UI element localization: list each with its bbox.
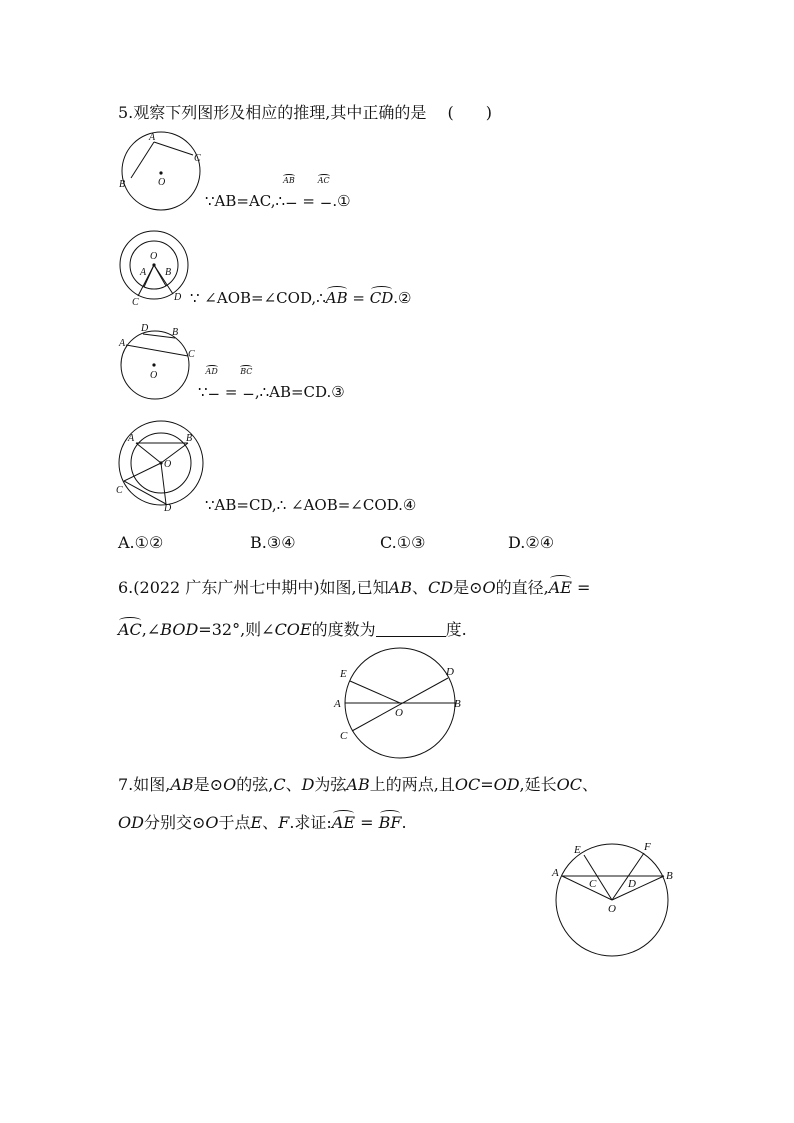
r1-arc-ac: AC [317,176,330,185]
fig3-label-a: A [119,338,126,349]
r1-pre: ∵AB=AC,∴ [205,192,286,210]
r3-frac-1: AD − [205,367,221,403]
q7-d: D [301,775,315,794]
q7-label-c: C [589,878,597,890]
q6-label-o: O [395,707,403,719]
q6-l1a: 6.(2022 广东广州七中期中)如图,已知 [118,578,389,597]
q6-bod: BOD [160,620,199,639]
q7-label-f: F [644,841,651,853]
q5-answer-paren: ( ) [447,103,492,122]
q6-label-a: A [334,698,341,710]
r3-end: ,∴AB=CD.③ [254,383,345,401]
q7-l2f: . [401,813,407,832]
q5-reason-1: ∵AB=AC,∴ AB − = AC −.① [205,176,351,212]
q6-cd: CD [427,578,454,597]
q5-reason-3: ∵ AD − = BC −,∴AB=CD.③ [198,367,345,403]
r2-end: .② [393,289,412,307]
q7-arc-ae: AE [331,813,356,832]
q7-od: OD [493,775,520,794]
q6-label-c: C [340,730,348,742]
q6-ab: AB [388,578,412,597]
r2-arc-ab: AB [325,289,348,307]
q7-o2: O [205,813,219,832]
q7-figure [548,838,683,958]
q6-coe: COE [274,620,312,639]
r1-arc-ab: AB [283,176,295,185]
q7-f: F [278,813,290,832]
q7-l1c: 的弦, [236,775,274,794]
q5-reason-4 [205,496,416,514]
q5-figure-1 [118,128,218,213]
q7-l1f: 上的两点,且 [369,775,455,794]
q7-ab2: AB [346,775,370,794]
q6-line-2 [118,617,467,640]
fig2-label-a: A [140,267,147,278]
q7-l2e: = [355,813,379,832]
q7-c: C [273,775,286,794]
option-d: D.②④ [508,533,555,552]
q6-l2b: =32°,则∠ [198,620,275,639]
fig1-label-o: O [158,177,166,188]
q7-l2c: 、 [262,813,279,832]
fig4-label-b: B [186,433,193,444]
fig3-label-d: D [141,323,149,334]
q5-figure-3 [118,320,203,405]
q6-line-1 [118,575,590,598]
q6-label-e: E [340,668,347,680]
fig1-label-c: C [194,153,201,164]
q7-e: E [250,813,263,832]
option-b: B.③④ [250,533,296,552]
r3-pre: ∵ [198,383,208,401]
fig3-label-c: C [188,349,195,360]
q7-label-o: O [608,903,616,915]
q6-label-d: D [446,666,454,678]
q7-l1g: = [480,775,494,794]
r2-arc-cd: CD [369,289,394,307]
q7-l2d: .求证: [289,813,332,832]
r3-arc-ad: AD [205,367,218,376]
r2-pre: ∵ ∠AOB=∠COD,∴ [190,289,326,307]
fig2-label-b: B [165,267,172,278]
q5-figure-4 [116,418,216,513]
q7-line-2 [118,810,407,833]
q7-label-b: B [666,870,673,882]
q5-figure-2 [118,230,198,310]
q7-label-e: E [574,844,581,856]
q6-figure [330,645,470,745]
q7-l1b: 是⊙ [193,775,224,794]
q7-o: O [223,775,237,794]
q7-oc2: OC [556,775,582,794]
fig3-label-b: B [172,327,179,338]
option-a: A.①② [118,533,164,552]
q6-o: O [482,578,496,597]
q6-l1b: 是⊙ [453,578,483,597]
r1-frac-2: AC − [317,176,333,212]
r4-text: ∵AB=CD,∴ ∠AOB=∠COD.④ [205,496,417,514]
fig1-label-a: A [149,132,156,143]
q7-line-1 [118,772,598,795]
option-c: C.①③ [380,533,426,552]
q5-stem-text: 5.观察下列图形及相应的推理,其中正确的是 [118,103,427,122]
q7-l1e: 为弦 [314,775,347,794]
q7-l2b: 于点 [218,813,251,832]
fig4-label-c: C [116,485,123,496]
q6-arc-ac: AC [118,620,142,639]
fig2-label-c: C [132,297,139,308]
r2-eq: = [347,289,370,307]
fig4-label-a: A [128,433,135,444]
q6-eq: = [571,578,591,597]
q7-l1h: ,延长 [519,775,557,794]
r1-frac-1: AB − [283,176,298,212]
fig1-label-b: B [119,179,126,190]
r3-arc-bc: BC [240,367,253,376]
q7-l2a: 分别交⊙ [143,813,206,832]
q6-l2a: ,∠ [141,620,161,639]
q5-reason-2 [190,289,411,307]
q6-l1c: 的直径, [495,578,549,597]
q5-stem [118,100,492,123]
q7-label-a: A [552,867,559,879]
q7-ab: AB [170,775,194,794]
fig2-label-o: O [150,251,158,262]
q7-label-d: D [628,878,636,890]
q7-arc-bf: BF [378,813,402,832]
fig2-label-d: D [174,292,182,303]
q7-od2: OD [118,813,144,832]
fig3-label-o: O [150,370,158,381]
r3-frac-2: BC − [240,367,255,403]
q7-l1: 7.如图, [118,775,171,794]
q6-answer-blank[interactable] [376,622,446,637]
r1-end: .① [332,192,351,210]
q6-l2d: 度. [445,620,467,639]
q7-l1i: 、 [582,775,599,794]
q6-sep: 、 [411,578,428,597]
q7-l1d: 、 [285,775,302,794]
fig4-label-d: D [164,503,172,514]
fig4-label-o: O [164,459,172,470]
q7-oc: OC [454,775,481,794]
q6-l2c: 的度数为 [311,620,376,639]
q6-label-b: B [454,698,461,710]
q6-arc-ae: AE [548,578,572,597]
